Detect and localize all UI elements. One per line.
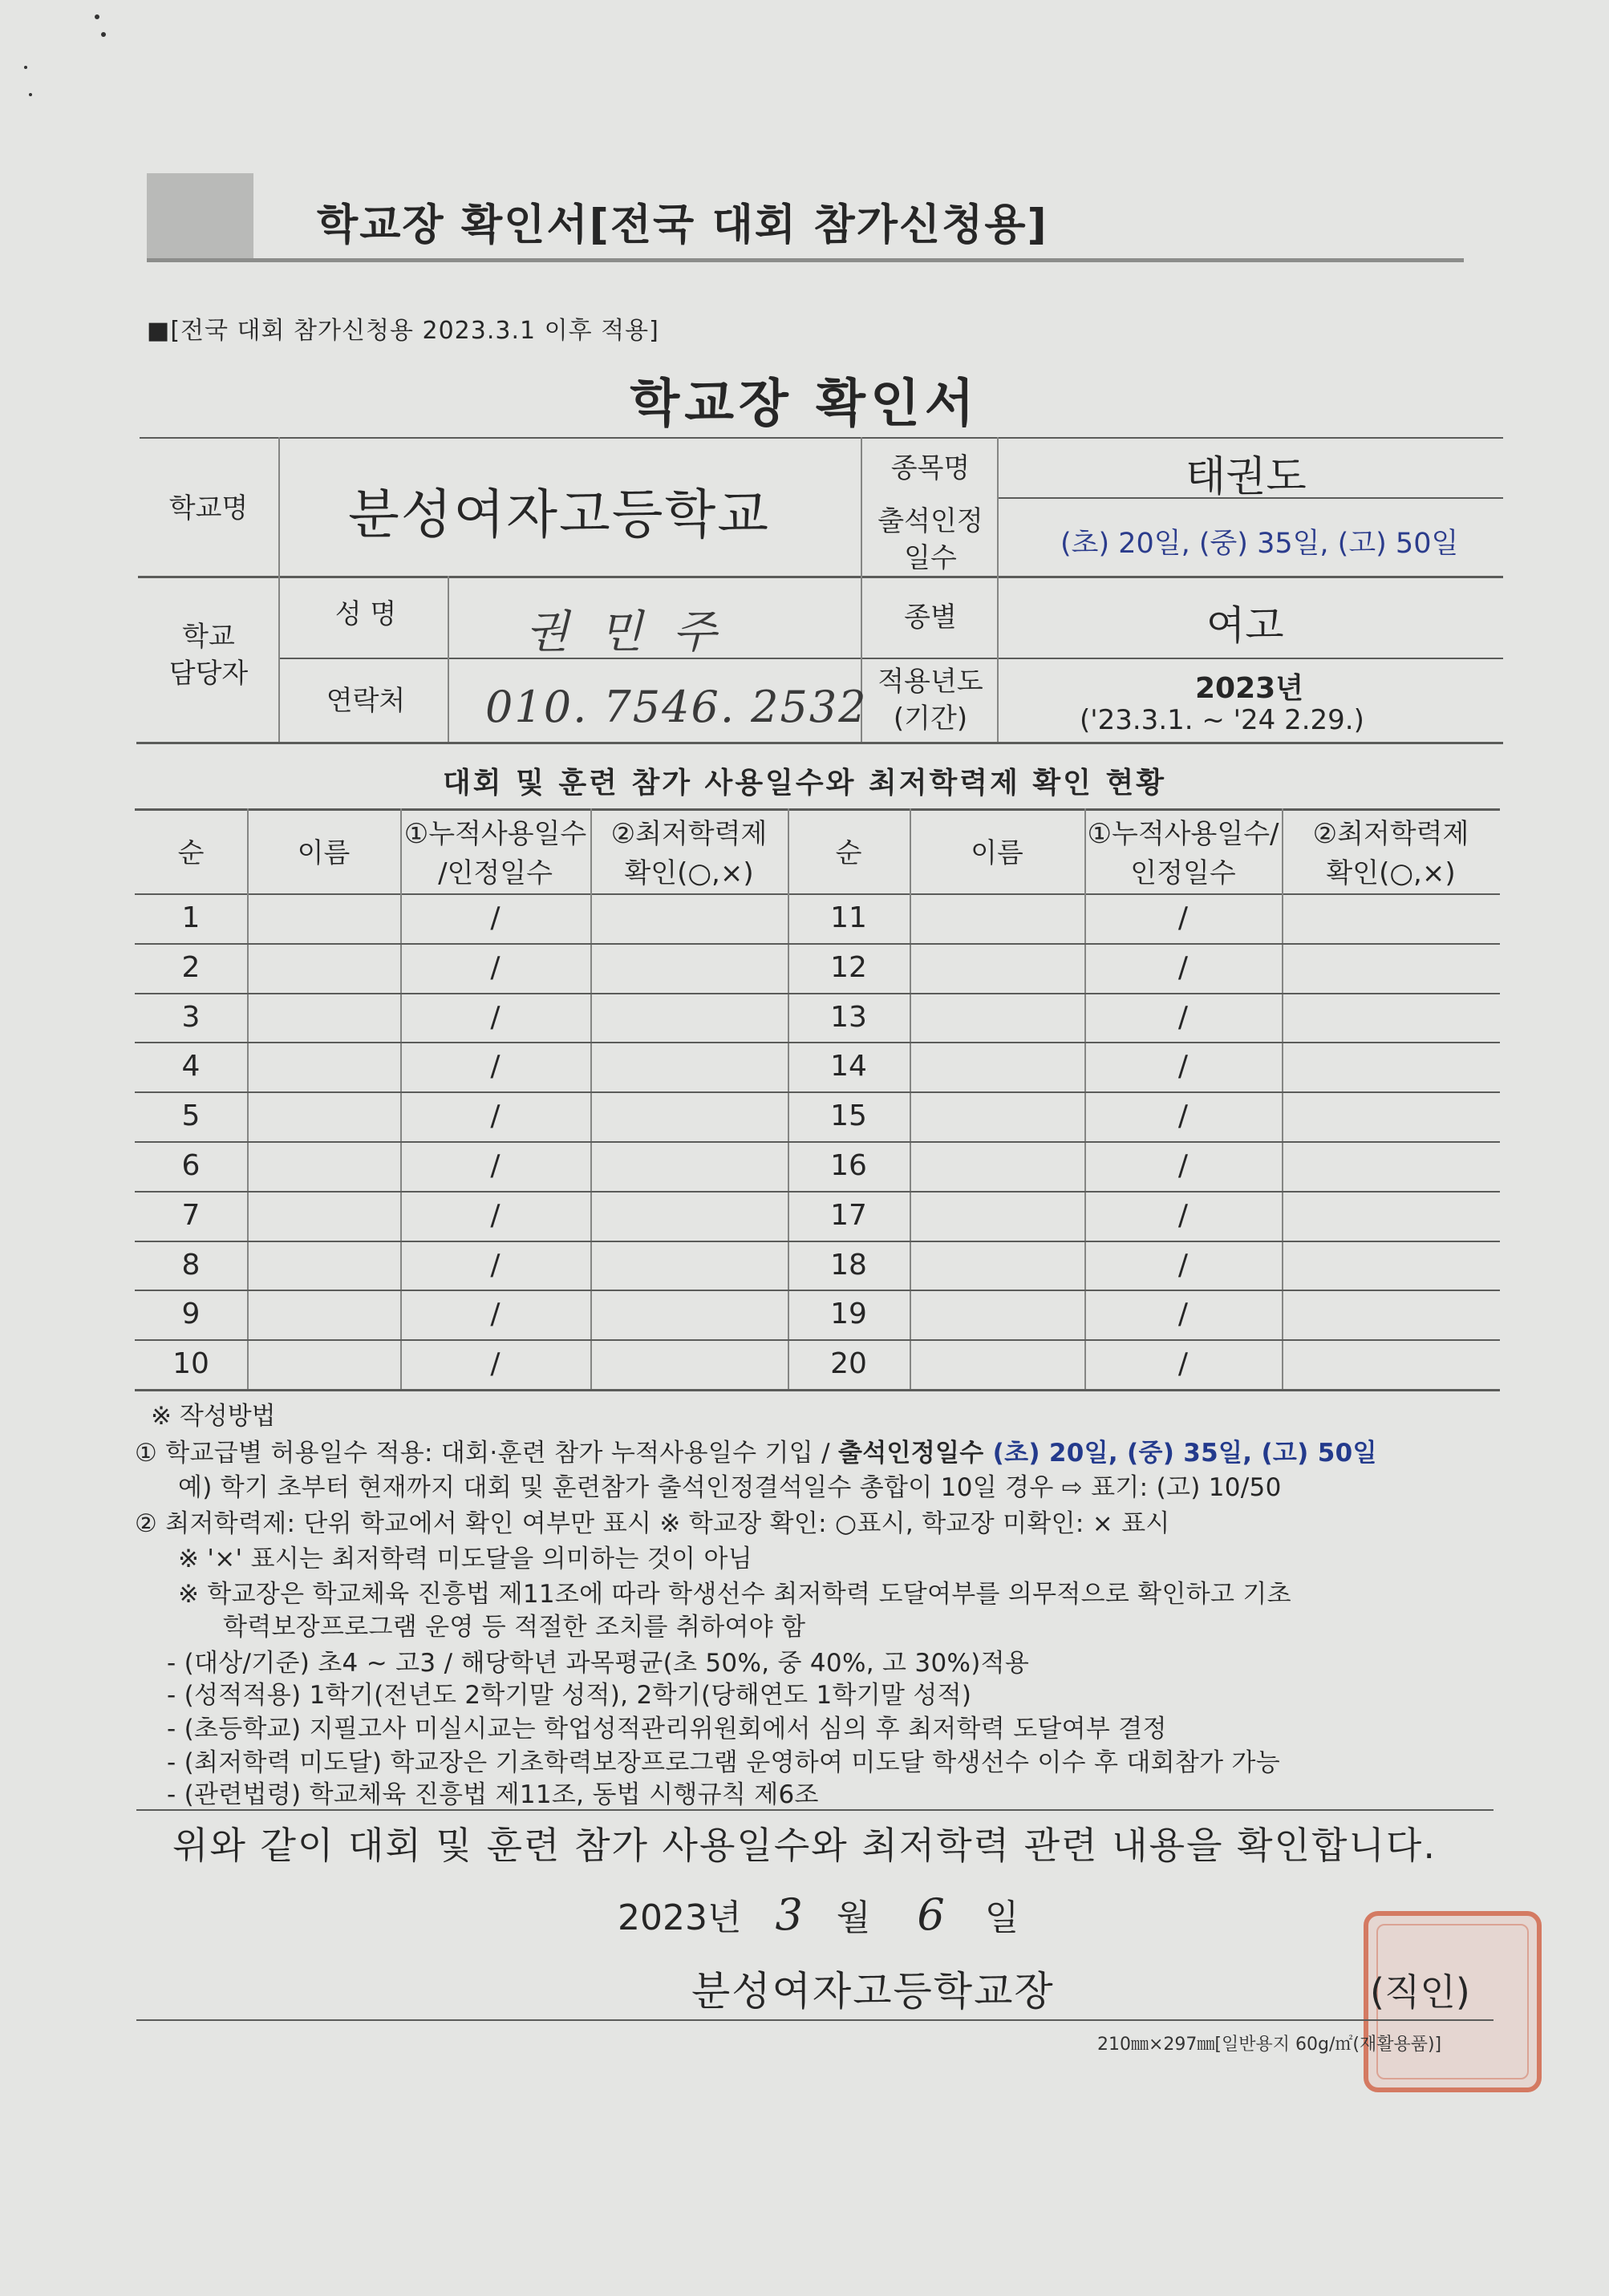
sport-label: 종목명 [890, 452, 971, 484]
date-year: 2023년 [618, 1897, 742, 1938]
table-border [138, 576, 1503, 578]
row-divider [135, 1191, 1500, 1193]
note-1-text: ① 학교급별 허용일수 적용: 대회·훈련 참가 누적사용일수 기입 / [135, 1439, 839, 1468]
period-value: ('23.3.1. ~ '24 2.29.) [1080, 704, 1364, 736]
col-header-days-right-line1: ①누적사용일수/ [1087, 818, 1279, 850]
manager-label [144, 619, 273, 693]
days-label [866, 504, 995, 577]
speck [29, 93, 32, 96]
row-number: 6 [181, 1149, 201, 1182]
slash-mark: / [1177, 1298, 1189, 1331]
col-header-minimum-line2: 확인(○,×) [624, 857, 754, 890]
table-border [278, 437, 280, 742]
row-number: 3 [181, 1000, 201, 1034]
row-number: 5 [181, 1099, 201, 1133]
row-divider [135, 1042, 1500, 1043]
attendance-heading: 대회 및 훈련 참가 사용일수와 최저학력제 확인 현황 [442, 767, 1167, 800]
col-header-days [398, 815, 593, 894]
row-number: 10 [172, 1347, 209, 1381]
note-detail-4: - (최저학력 미도달) 학교장은 기초학력보장프로그램 운영하여 미도달 학생선수 이수 후 대회참가 가능 [167, 1748, 1281, 1777]
date-day-handwritten: 6 [917, 1889, 945, 1940]
school-name: 분성여자고등학교 [348, 484, 771, 545]
col-header-minimum-right-line1: ②최저학력제 [1312, 818, 1469, 850]
gender-label: 종별 [904, 601, 957, 634]
slash-mark: / [490, 1050, 501, 1083]
row-divider [135, 1141, 1500, 1143]
note-2-b: ※ 학교장은 학교체육 진흥법 제11조에 따라 학생선수 최저학력 도달여부를 의무적으로 확인하고 기초 [178, 1580, 1291, 1609]
slash-mark: / [490, 1298, 501, 1331]
speck [95, 14, 99, 19]
row-number: 11 [830, 901, 867, 934]
slash-mark: / [490, 1198, 501, 1232]
note-detail-1: - (대상/기준) 초4 ~ 고3 / 해당학년 과목평균(초 50%, 중 40%, 고 30%)적용 [167, 1649, 1030, 1678]
row-number: 19 [830, 1298, 867, 1331]
col-header-name-right: 이름 [971, 837, 1023, 869]
manager-label-line1: 학교 [182, 621, 235, 653]
col-header-days-line1: ①누적사용일수 [403, 818, 587, 850]
table-border [910, 808, 911, 1389]
col-header-days-line2: /인정일수 [438, 857, 553, 890]
col-header-no-right: 순 [835, 837, 862, 869]
date-month-unit: 월 [836, 1897, 871, 1938]
slash-mark: / [1177, 901, 1189, 934]
note-1 [135, 1432, 1377, 1468]
days-label-line1: 출석인정 [877, 505, 983, 537]
table-border [279, 658, 1503, 659]
name-label: 성 명 [334, 598, 397, 630]
row-divider [135, 1241, 1500, 1242]
row-divider [135, 1389, 1500, 1391]
row-number: 16 [830, 1149, 867, 1182]
speck [101, 32, 106, 37]
table-border [136, 742, 1503, 744]
table-border [997, 437, 999, 742]
note-2-a: ※ '×' 표시는 최저학력 미도달을 의미하는 것이 아님 [178, 1545, 752, 1573]
row-number: 17 [830, 1198, 867, 1232]
row-number: 13 [830, 1000, 867, 1034]
note-detail-5: - (관련법령) 학교체육 진흥법 제11조, 동법 시행규칙 제6조 [167, 1780, 819, 1809]
slash-mark: / [1177, 1198, 1189, 1232]
slash-mark: / [1177, 1149, 1189, 1182]
row-number: 7 [181, 1198, 201, 1232]
note-1-bold: 출석인정일수 [838, 1439, 984, 1468]
col-header-days-right-line2: 인정일수 [1130, 857, 1236, 890]
col-header-name: 이름 [297, 837, 351, 869]
year-label [866, 664, 995, 738]
slash-mark: / [1177, 1050, 1189, 1083]
col-header-no: 순 [177, 837, 205, 869]
table-border [140, 437, 1503, 439]
row-divider [135, 1290, 1500, 1291]
note-1-example: 예) 학기 초부터 현재까지 대회 및 훈련참가 출석인정결석일수 총합이 10일 경우 ⇨ 표기: (고) 10/50 [178, 1473, 1282, 1502]
slash-mark: / [490, 950, 501, 984]
row-number: 18 [830, 1248, 867, 1282]
slash-mark: / [1177, 1248, 1189, 1282]
header-title: 학교장 확인서[전국 대회 참가신청용] [317, 200, 1048, 249]
slash-mark: / [1177, 950, 1189, 984]
note-detail-3: - (초등학교) 지필고사 미실시교는 학업성적관리위원회에서 심의 후 최저학력 도달여부 결정 [167, 1715, 1167, 1743]
col-header-minimum-right-line2: 확인(○,×) [1326, 857, 1456, 890]
slash-mark: / [490, 1248, 501, 1282]
row-number: 12 [830, 950, 867, 984]
slash-mark: / [1177, 1347, 1189, 1381]
row-divider [135, 943, 1500, 945]
school-label: 학교명 [168, 492, 249, 524]
date-month-handwritten: 3 [775, 1889, 803, 1940]
notes-divider [136, 1809, 1493, 1811]
row-number: 15 [830, 1099, 867, 1133]
contact-label: 연락처 [326, 685, 406, 717]
row-divider [135, 1091, 1500, 1093]
row-number: 8 [181, 1248, 201, 1282]
table-border [135, 808, 1500, 811]
speck [24, 66, 27, 69]
col-header-minimum [590, 815, 788, 894]
note-2-c: 학력보장프로그램 운영 등 적절한 조치를 취하여야 함 [223, 1613, 806, 1642]
slash-mark: / [490, 1099, 501, 1133]
handwritten-phone: 010. 7546. 2532 [485, 682, 868, 732]
slash-mark: / [490, 1347, 501, 1381]
header-rule [147, 258, 1464, 262]
manager-label-line2: 담당자 [168, 657, 249, 690]
row-divider [135, 1339, 1500, 1341]
row-divider [135, 993, 1500, 994]
confirmation-date [618, 1889, 1019, 1940]
row-number: 14 [830, 1050, 867, 1083]
year-value: 2023년 [1195, 672, 1303, 705]
note-1-days: (초) 20일, (중) 35일, (고) 50일 [983, 1439, 1377, 1468]
note-detail-2: - (성적적용) 1학기(전년도 2학기말 성적), 2학기(당해연도 1학기말 성적) [167, 1681, 972, 1710]
applied-note: ■[전국 대회 참가신청용 2023.3.1 이후 적용] [147, 317, 659, 345]
slash-mark: / [490, 1149, 501, 1182]
table-border [247, 808, 249, 1389]
row-number: 20 [830, 1347, 867, 1381]
seal-label: (직인) [1370, 1970, 1470, 2014]
table-border [1282, 808, 1283, 1389]
gender-value: 여고 [1206, 602, 1284, 649]
attendance-days-value: (초) 20일, (중) 35일, (고) 50일 [1060, 528, 1459, 560]
slash-mark: / [490, 901, 501, 934]
confirmation-text: 위와 같이 대회 및 훈련 참가 사용일수와 최저학력 관련 내용을 확인합니다. [172, 1824, 1437, 1867]
principal-title: 분성여자고등학교장 [691, 1968, 1055, 2015]
col-header-minimum-line1: ②최저학력제 [610, 818, 768, 850]
sport-value: 태권도 [1185, 453, 1307, 501]
notes-title: ※ 작성방법 [151, 1402, 276, 1431]
footer-rule [136, 2019, 1493, 2021]
table-border [590, 808, 592, 1389]
paper-spec: 210㎜×297㎜[일반용지 60g/㎡(재활용품)] [1097, 2035, 1442, 2055]
col-header-days-right [1080, 815, 1287, 894]
year-label-line1: 적용년도 [877, 666, 983, 698]
row-number: 9 [181, 1298, 201, 1331]
col-header-minimum-right [1282, 815, 1500, 894]
document-title: 학교장 확인서 [630, 375, 979, 434]
slash-mark: / [1177, 1099, 1189, 1133]
row-number: 2 [181, 950, 201, 984]
date-day-unit: 일 [984, 1897, 1019, 1938]
handwritten-name: 권 민 주 [525, 606, 724, 658]
slash-mark: / [490, 1000, 501, 1034]
year-label-line2: (기간) [893, 702, 968, 735]
row-number: 4 [181, 1050, 201, 1083]
header-gray-block [147, 173, 253, 260]
note-2: ② 최저학력제: 단위 학교에서 확인 여부만 표시 ※ 학교장 확인: ○표시, 학교장 미확인: × 표시 [135, 1509, 1170, 1538]
table-border [448, 576, 449, 742]
row-number: 1 [181, 901, 201, 934]
days-label-line2: 일수 [904, 541, 957, 574]
slash-mark: / [1177, 1000, 1189, 1034]
